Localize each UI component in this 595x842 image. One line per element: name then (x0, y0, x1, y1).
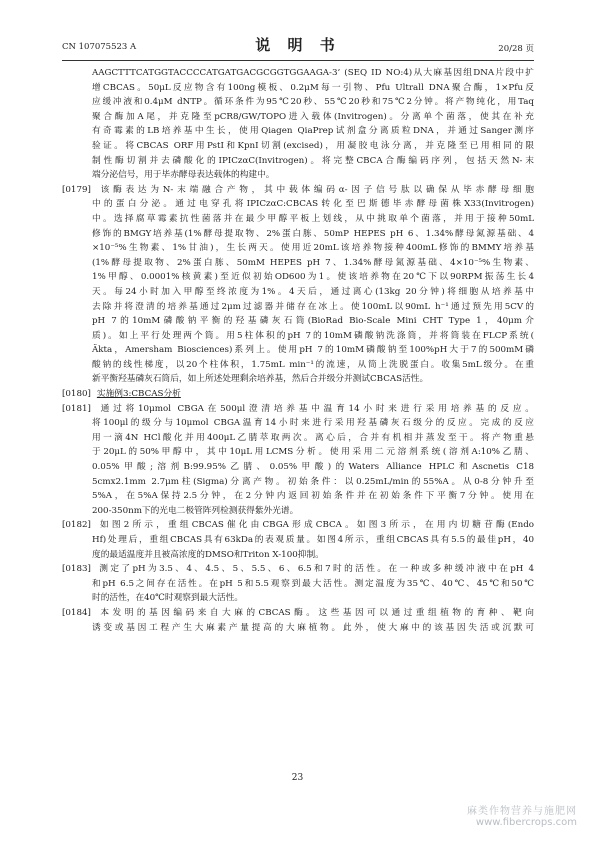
text-line (62, 372, 534, 387)
text-line (62, 460, 534, 475)
line-text: 通过将10μmol CBGA在500μl澄清培养基中温育14小时来进行采用培养基的反应。 (96, 403, 534, 414)
line-text: Hf)处理后，重组CBCAS具有63kDa的表观质量。如图4所示，重组CBCAS具有5.5的最佳pH，40 (92, 535, 534, 545)
text-line (62, 591, 534, 606)
line-text: 和pH 6.5之间存在活性。在pH 5和5.5观察到最大活性。测定温度为35℃、40℃、45℃和50℃ (92, 578, 534, 589)
line-text: 验证。将CBCAS ORF用PstI和KpnI切割(excised)，用凝胶电泳分离，并克隆至已用相同的限 (92, 140, 534, 151)
text-line (62, 95, 534, 110)
site-watermark (467, 802, 577, 828)
line-text: 去除并将澄清的培养基通过2μm过滤器并储存在冰上。使100mL以90mL h⁻¹通过预先用5CV的 (92, 301, 534, 312)
line-text: (1%酵母提取物、2%蛋白胨、50mM HEPES pH 7、1.34%酵母氮源基础、4×10⁻⁵%生物素、 (92, 257, 534, 268)
text-line (62, 343, 534, 358)
line-text: 于20μL的50%甲醇中，其中10μL用LCMS分析。使用采用二元溶剂系统(溶剂A:10%乙腈、 (92, 447, 534, 458)
text-line (62, 110, 534, 125)
paragraph-number: [0179] (62, 184, 91, 195)
text-line (62, 475, 534, 490)
paragraph-number: [0184] (62, 607, 91, 618)
text-line (62, 227, 534, 242)
line-text: 5%A，在5%A保持2.5分钟，在2分钟内返回初始条件并在初始条件下平衡7分钟。使用在 (92, 491, 534, 502)
text-line (62, 562, 534, 577)
line-text: 测定了pH为3.5、4、4.5、5、5.5、6、6.5和7时的活性。在一种或多种缓冲液中在pH 4 (96, 564, 534, 575)
line-text: 如图2所示，重组CBCAS催化由CBGA形成CBCA。如图3所示，在用内切糖苷酶(Endo (96, 520, 534, 531)
line-text: 制性酶切割并去磷酸化的IPICzαC(Invitrogen)。将完整CBCA合酶编码序列，包括天然N-末 (92, 155, 534, 166)
line-text: 度的最适温度并且被高浓度的DMSO和Triton X-100抑制。 (92, 549, 324, 560)
line-text: pH 7的10mM磷酸钠平衡的羟基磷灰石筒(BioRad Bio-Scale Mini CHT Type 1，40μm介 (92, 316, 534, 327)
text-line (62, 124, 534, 139)
text-line (62, 241, 534, 256)
paragraph-number: [0181] (62, 403, 91, 414)
page-header (62, 34, 534, 58)
line-text: 应缓冲液和0.4μM dNTP。循环条件为95℃20秒、55℃20秒和75℃2分钟。将产物纯化，用Taq (92, 97, 534, 108)
text-line (62, 139, 534, 154)
section-heading: 实施例3:CBCAS分析 (96, 389, 181, 400)
line-text: 端分泌信号，用于毕赤酵母表达载体的构建中。 (92, 170, 275, 181)
text-line (62, 314, 534, 329)
page-indicator: 20/28 页 (498, 44, 534, 54)
body-text (62, 66, 534, 635)
text-line (62, 168, 534, 183)
text-line (62, 256, 534, 271)
line-text: 5cmx2.1mm 2.7μm柱(Sigma)分离产物。初始条件：以0.25mL/min的55%A。从0-8分钟升至 (92, 476, 534, 487)
line-text: 酸钠的线性梯度，以20个柱体积，1.75mL min⁻¹的流速，从筒上洗脱蛋白。收集5mL级分。在重 (92, 359, 534, 370)
text-line (62, 504, 534, 519)
text-line (62, 329, 534, 344)
text-line (62, 445, 534, 460)
text-line (62, 66, 534, 81)
text-line (62, 300, 534, 315)
line-text: 中。选择腐草霉素抗性菌落并在最少甲醇平板上划线，从中挑取单个菌落，并用于接种50mL (92, 213, 534, 224)
text-line (62, 197, 534, 212)
text-line (62, 518, 534, 533)
text-line (62, 285, 534, 300)
line-text: AAGCTTTCATGGTACCCCATGATGACGCGGTGGAAGA-3’ (SEQ ID NO:4)从大麻基因组DNA片段中扩 (92, 68, 534, 78)
text-line (62, 431, 534, 446)
line-text: 新平衡羟基磷灰石筒后，如上所述处理剩余培养基，然后合并级分并测试CBCAS活性。 (92, 374, 429, 385)
text-line (62, 387, 534, 402)
text-line (62, 533, 534, 548)
line-text: 诱变或基因工程产生大麻素产量提高的大麻植物。此外，使大麻中的该基因失活或沉默可 (92, 622, 534, 633)
text-line (62, 154, 534, 169)
text-line (62, 548, 534, 563)
watermark-title: 麻类作物营养与施肥网 (467, 806, 577, 817)
text-line (62, 402, 534, 417)
line-text: 200-350nm下的光电二极管阵列检测获得紫外光谱。 (92, 505, 299, 516)
line-text: 有奇霉素的LB培养基中生长，使用Qiagen QiaPrep试剂盒分离质粒DNA，并通过Sanger测序 (92, 126, 534, 137)
paragraph-number: [0183] (62, 564, 91, 575)
line-text: 中的蛋白分泌。通过电穿孔将IPICzαC:CBCAS转化至巴斯德毕赤酵母菌株X33(Invitrogen) (92, 199, 534, 210)
line-text: 增CBCAS。50μL反应物含有100ng模板、0.2μM每一引物、Pfu Ultrall DNA聚合酶，1×Pfu反 (92, 82, 534, 93)
header-rule (62, 60, 534, 61)
paragraph-number: [0182] (62, 520, 91, 531)
text-line (62, 212, 534, 227)
patent-number: CN 107075523 A (62, 42, 137, 52)
line-text: 天。每24小时加入甲醇至终浓度为1%。4天后，通过离心(13kg 20分钟)将细胞从培养基中 (92, 286, 534, 297)
page-number: 23 (291, 773, 304, 783)
line-text: 聚合酶加A尾，并克隆至pCR8/GW/TOPO进入载体(Invitrogen)。分离单个菌落，使其在补充 (92, 111, 534, 122)
text-line (62, 358, 534, 373)
line-text: 修饰的BMGY培养基(1%酵母提取物、2%蛋白胨、50mP HEPES pH 6、1.34%酵母氮源基础、4 (92, 228, 534, 239)
line-text: 质)。如上平行处理两个筒。用5柱体积的pH 7的10mM磷酸钠洗涤筒，并将筒装在FLCP系统( (92, 330, 534, 341)
text-line (62, 416, 534, 431)
text-line (62, 81, 534, 96)
line-text: Äkta，Amersham Biosciences)系列上。使用pH 7的10mM磷酸钠至100%pH大于7的500mM磷 (92, 345, 534, 356)
watermark-url: www.fibercrops.com (475, 817, 577, 828)
line-text: 本发明的基因编码来自大麻的CBCAS酶。这些基因可以通过重组植物的育种、靶向 (96, 607, 534, 618)
text-line (62, 606, 534, 621)
line-text: 将100μl的级分与10μmol CBGA温育14小时来进行采用羟基磷灰石级分的反应。完成的反应 (92, 418, 534, 429)
document-title: 说 明 书 (255, 36, 341, 54)
text-line (62, 577, 534, 592)
line-text: 0.05%甲酸;溶剂B:99.95%乙腈、0.05%甲酸)的Waters Alliance HPLC和Ascnetis C18 (92, 462, 534, 473)
line-text: ×10⁻⁵%生物素、1%甘油)，生长两天。使用近20mL该培养物接种400mL修饰的BMMY培养基 (92, 243, 534, 254)
paragraph-number: [0180] (62, 389, 91, 400)
text-line (62, 489, 534, 504)
line-text: 用一滴4N HCl酸化并用400μL乙腈萃取两次。离心后，合并有机相并蒸发至干。将产物重悬 (92, 432, 534, 443)
text-line (62, 183, 534, 198)
text-line (62, 621, 534, 636)
line-text: 该酶表达为N-末端融合产物，其中载体编码α-因子信号肽以确保从毕赤酵母细胞 (96, 184, 534, 195)
text-line (62, 270, 534, 285)
line-text: 时的活性，在40℃时观察到最大活性。 (92, 593, 244, 604)
line-text: 1%甲醇、0.0001%核黄素)至近似初始OD600为1。使该培养物在20℃下以90RPM振荡生长4 (92, 272, 534, 283)
